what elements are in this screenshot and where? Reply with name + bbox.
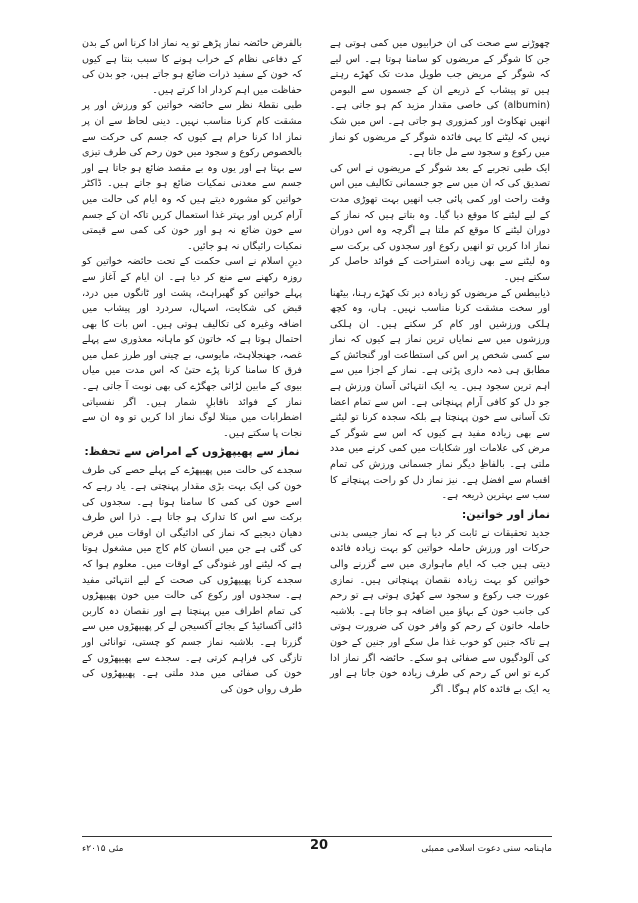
paragraph: جدید تحقیقات نے ثابت کر دیا ہے کہ نماز جیسی بدنی حرکات اور ورزش حاملہ خواتین کو بہت زیادہ فائدہ دیتی ہیں جب کہ ایام ماہواری میں سے گزرنے والی خواتین کو بہت زیادہ نقصان پہنچاتی ہیں۔ نمازی عورت جب رکوع و سجود سے کھڑی ہوتی ہے تو رحم کی جانب خون کے بہاؤ میں اضافہ ہو جاتا ہے۔ بلاشبہ حاملہ خاتون کے رحم کو وافر خون کی ضرورت ہوتی ہے تاکہ جنین کو خوب غذا مل سکے اور جنین کے خون کی آلودگیوں سے صفائی ہو سکے۔ حائضہ اگر نماز ادا کرے تو اس کے رحم کی طرف زیادہ خون جاتا ہے اور یہ ایک بے فائدہ کام ہوگا۔ اگر [330,527,550,695]
footer-divider [82,836,552,837]
right-column [330,36,550,697]
paragraph: دینِ اسلام نے اسی حکمت کے تحت حائضہ خواتین کو روزہ رکھنے سے منع کر دیا ہے۔ ان ایام کے آغاز سے پہلے خواتین کو گھبراہٹ، پشت اور ٹانگوں میں درد، قبض کی شکایت، اسہال، سردرد اور پیشاب میں اضافہ وغیرہ کی تکالیف ہوتی ہیں۔ اس بات کا بھی احتمال ہوتا ہے کہ خاتون کو ماہانہ معذوری سے پہلے غصہ، جھنجلاہٹ، مایوسی، بے چینی اور طرز عمل میں فرق کا سامنا کرنا پڑے حتیٰ کہ اس مدت میں میاں بیوی کے مابین لڑائی جھگڑے کی بھی نوبت آ جاتی ہے۔ نماز کے فوائد ناقابلِ شمار ہیں۔ اگر نفسیاتی اضطرابات میں مبتلا لوگ نماز ادا کریں تو وہ ان سے نجات پا سکتے ہیں۔ [82,256,302,439]
paragraph: ایک طبی تجربے کے بعد شوگر کے مریضوں نے اس کی تصدیق کی کہ ان میں سے جو جسمانی تکالیف میں اس وقت راحت اور کمی پائی جب انھیں بہت تھوڑی مدت کے لیے لیٹنے کا موقع دیا گیا۔ وہ بتاتے ہیں کہ نماز کے دوران لیٹنے کا موقع کم ملتا ہے اگرچہ وہ اس دوران نماز ادا کریں تو انھیں رکوع اور سجدوں کی برکت سے وہ لیٹنے سے بھی زیادہ استراحت کے فوائد حاصل کر سکتے ہیں۔ [330,162,550,283]
paragraph: طبی نقطۂ نظر سے حائضہ خواتین کو ورزش اور پر مشقت کام کرنا مناسب نہیں۔ دینی لحاظ سے ان پر نماز ادا کرنا حرام ہے کیوں کہ جسم کی حرکت سے بالخصوص رکوع و سجود میں خون رحم کی طرف تیزی سے بہتا ہے اور یوں وہ بے مقصد ضائع ہو جاتا ہے اور جسم سے معدنی نمکیات ضائع ہو جاتے ہیں۔ ڈاکٹر خواتین کو مشورہ دیتے ہیں کہ وہ ایام کی حالت میں آرام کریں اور بہتر غذا استعمال کریں تاکہ ان کے جسم سے خون ضائع نہ ہو اور خون کی کمی سے قیمتی نمکیات رائیگاں نہ ہو جائیں۔ [82,100,302,252]
section-heading-lung-protection: نماز سے پھیپھڑوں کے امراض سے تحفظ: [84,445,300,459]
paragraph: سجدے کی حالت میں پھیپھڑے کے پہلے حصے کی طرف خون کی ایک بہت بڑی مقدار پہنچتی ہے۔ یاد رہے کہ اسے خون کی کمی کا سامنا ہوتا ہے۔ سجدوں کی برکت سے اس کا تدارک ہو جاتا ہے۔ ذرا اس طرف دھیان دیجیے کہ نماز کی ادائیگی ان اوقات میں فرض کی گئی ہے جن میں انسان کام کاج میں مشغول ہوتا ہے کہ لیٹنے اور غنودگی کے اوقات میں۔ معلوم ہوا کہ سجدے کرنا پھیپھڑوں کی صحت کے لیے انتہائی مفید ہے۔ سجدوں اور رکوع کی حالت میں خون پھیپھڑوں کی تمام اطراف میں پہنچتا ہے اور نقصان دہ کاربن ڈائی آکسائیڈ کے بجائے آکسیجن لے کر پھیپھڑوں میں سے گزرتا ہے۔ بلاشبہ نماز جسم کو چستی، توانائی اور تازگی کی فراہم کرتی ہے۔ سجدے سے پھیپھڑوں کے خون کی صفائی میں مدد ملتی ہے۔ پھیپھڑوں کی طرف رواں خون کی [82,465,302,695]
section-heading-prayer-and-women: نماز اور خواتین: [461,507,550,521]
paragraph: بالفرض حائضہ نماز پڑھے تو یہ نماز ادا کرنا اس کے بدن کے دفاعی نظام کے خراب ہونے کا سبب بنتا ہے کیوں کہ خون کے سفید ذرات ضائع ہو جاتے ہیں، جو بدن کی حفاظت میں اہم کردار ادا کرتے ہیں۔ [82,38,302,96]
paragraph: ذیابیطس کے مریضوں کو زیادہ دیر تک کھڑے رہنا، بیٹھنا اور سخت مشقت کرنا مناسب نہیں۔ ہاں، وہ کچھ ہلکی ورزشیں اور کام کر سکتے ہیں۔ ان ہلکی ورزشوں میں سے نمایاں ترین نماز ہے کیوں کہ نماز سے کسی شخص پر اس کی استطاعت اور گنجائش کے مطابق ہی ذمہ داری پڑتی ہے۔ نماز کے اجزا میں سے اہم ترین سجود ہیں۔ یہ ایک انتہائی آسان ورزش ہے جو دل کو کافی آرام پہنچاتی ہے۔ اس سے تمام اعضا تک آسانی سے خون پہنچتا ہے بلکہ سجدہ کرنا تو لیٹنے سے بھی زیادہ مفید ہے کیوں کہ اس سے شوگر کے مرض کی علامات اور شکایات میں کمی کرنے میں مدد ملتی ہے۔ بالفاظِ دیگر نماز جسمانی ورزش کی تمام اقسام سے افضل ہے۔ نیز نماز دل کو راحت پہنچانے کا سب سے بہترین ذریعہ ہے۔ [330,287,550,502]
left-column [82,36,302,697]
footer-publication-name: ماہنامہ سنی دعوت اسلامی ممبئی [421,844,552,854]
page-number: 20 [309,838,329,853]
footer-date: مئی ۲۰۱۵ء [82,844,124,854]
paragraph: چھوڑنے سے صحت کی ان خرابیوں میں کمی ہوتی ہے جن کا شوگر کے مریضوں کو سامنا ہوتا ہے۔ اس لیے کہ شوگر کے مریض جب طویل مدت تک کھڑے رہتے ہیں تو پیشاب کے ذریعے ان کے جسموں سے البومن (albumin) کی خاصی مقدار مزید کم ہو جاتی ہے۔ انھیں تھکاوٹ اور کمزوری ہو جاتی ہے۔ اس میں شک نہیں کہ لیٹنے کا یہی فائدہ شوگر کے مریضوں کو نماز میں رکوع و سجود سے مل جاتا ہے۔ [330,38,550,159]
